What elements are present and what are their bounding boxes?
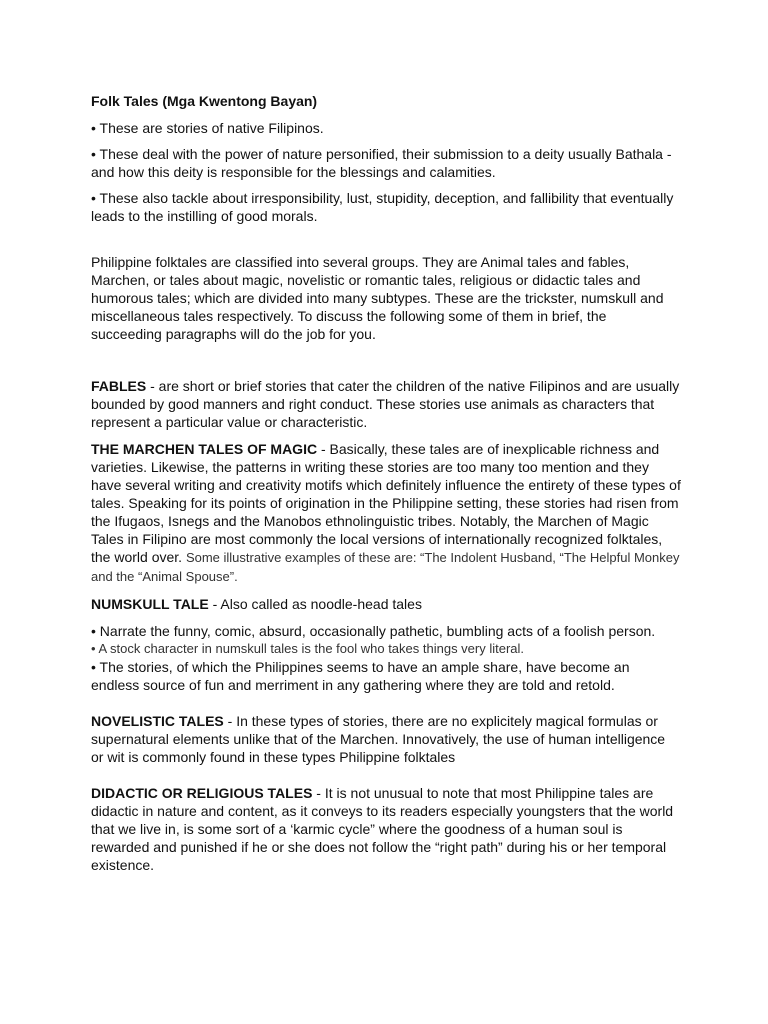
numskull-bullet-1: • Narrate the funny, comic, absurd, occasionally pathetic, bumbling acts of a foolish person. <box>91 623 656 639</box>
didactic-paragraph <box>91 784 681 874</box>
numskull-text: - Also called as noodle-head tales <box>208 596 422 612</box>
intro-bullet-3: • These also tackle about irresponsibility, lust, stupidity, deception, and fallibility that eventually leads to the instilling of good morals. <box>91 190 674 224</box>
intro-bullet-1: • These are stories of native Filipinos. <box>91 120 324 136</box>
fables-term: FABLES <box>91 378 147 394</box>
numskull-term: NUMSKULL TALE <box>91 596 209 612</box>
marchen-term: THE MARCHEN TALES OF MAGIC <box>91 441 318 457</box>
didactic-term: DIDACTIC OR RELIGIOUS TALES <box>91 785 313 801</box>
numskull-bullet-2: • A stock character in numskull tales is the fool who takes things very literal. <box>91 641 525 656</box>
marchen-text: - Basically, these tales are of inexplicable richness and varieties. Likewise, the patterns in writing these stories are too many too mention and they have several writing and creativity motifs which definitely influence the entirety of these types of tales. Speaking for its points of origination in the Philippine setting, these stories had risen from the Ifugaos, Isnegs and the Manobos ethnolinguistic tribes. Notably, the Marchen of Magic Tales in Filipino are most commonly the local versions of internationally recognized folktales, the world over. <box>91 441 681 565</box>
novelistic-term: NOVELISTIC TALES <box>91 713 224 729</box>
document-title: Folk Tales (Mga Kwentong Bayan) <box>91 93 318 109</box>
numskull-paragraph <box>91 595 681 613</box>
fables-text: - are short or brief stories that cater the children of the native Filipinos and are usually bounded by good manners and right conduct. These stories use animals as characters that represent a particular value or characteristic. <box>91 378 680 430</box>
fables-paragraph <box>91 377 681 431</box>
didactic-text: - It is not unusual to note that most Philippine tales are didactic in nature and content, as it conveys to its readers especially youngsters that the world that we live in, is some sort of a ‘karmic cycle” where the goodness of a human soul is rewarded and punished if he or she does not follow the “right path” during his or her temporal existence. <box>91 785 674 873</box>
marchen-examples: Some illustrative examples of these are: “The Indolent Husband, “The Helpful Monkey and the “Animal Spouse”. <box>91 550 680 584</box>
classification-paragraph: Philippine folktales are classified into several groups. They are Animal tales and fables, Marchen, or tales about magic, novelistic or romantic tales, religious or didactic tales and humorous tales; which are divided into many subtypes. These are the trickster, numskull and miscellaneous tales respectively. To discuss the following some of them in brief, the succeeding paragraphs will do the job for you. <box>91 254 664 342</box>
intro-bullet-2: • These deal with the power of nature personified, their submission to a deity usually Bathala - and how this deity is responsible for the blessings and calamities. <box>91 146 672 180</box>
numskull-bullet-3: • The stories, of which the Philippines seems to have an ample share, have become an endless source of fun and merriment in any gathering where they are told and retold. <box>91 659 630 693</box>
novelistic-paragraph <box>91 712 681 766</box>
marchen-paragraph <box>91 440 681 586</box>
novelistic-text: - In these types of stories, there are no explicitely magical formulas or supernatural elements unlike that of the Marchen. Innovatively, the use of human intelligence or wit is commonly found in these types Philippine folktales <box>91 713 666 765</box>
document-page <box>91 92 681 874</box>
